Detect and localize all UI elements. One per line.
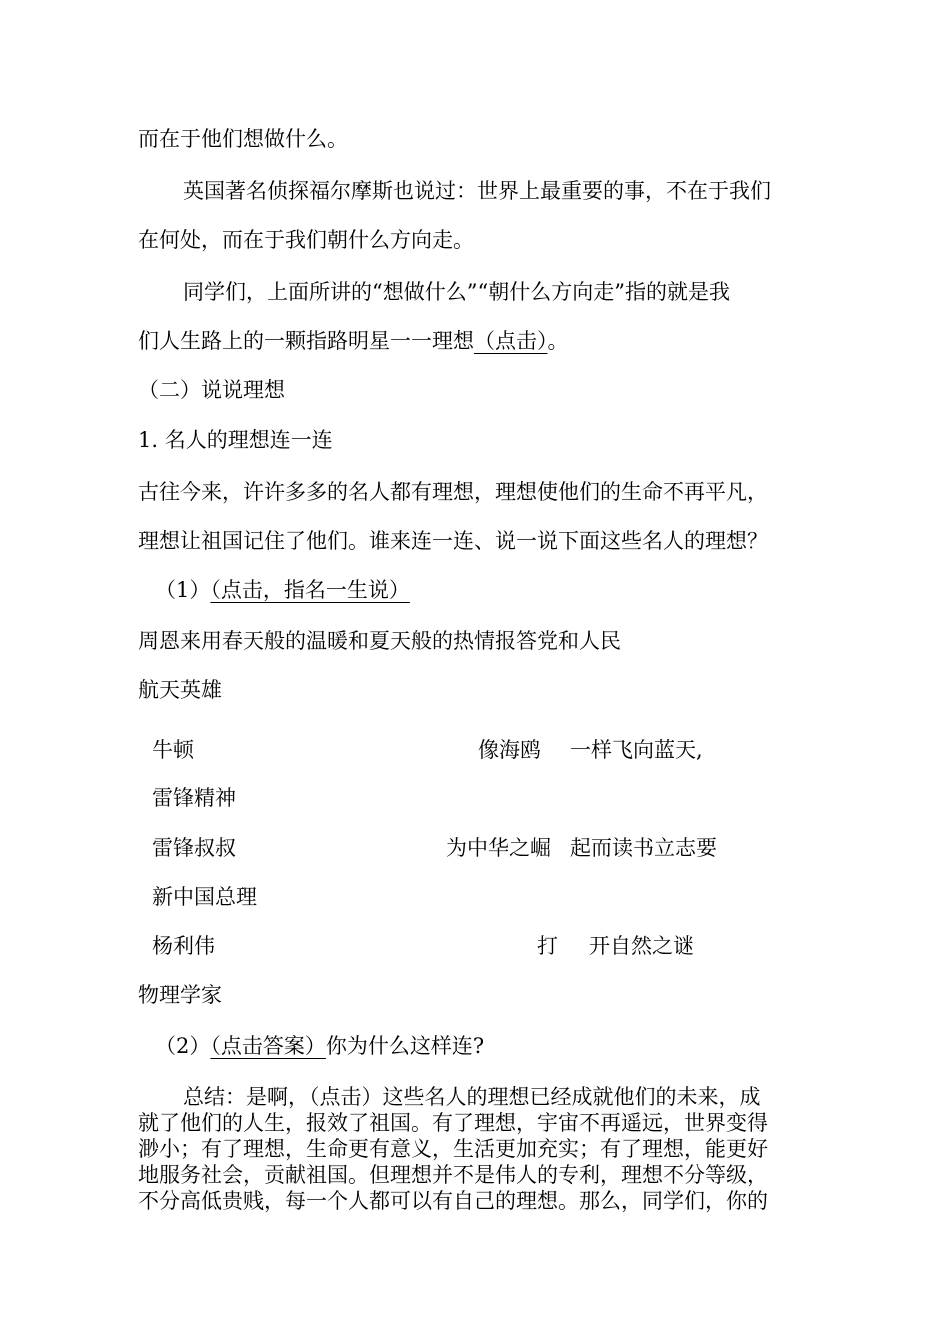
- conclusion-line: 地服务社会，贡献祖国。但理想并不是伟人的专利，理想不分等级，: [138, 1163, 768, 1187]
- step-number: （2）: [155, 1034, 211, 1058]
- paragraph-line: 英国著名侦探福尔摩斯也说过：世界上最重要的事，不在于我们: [183, 179, 771, 203]
- match-item: 雷锋叔叔: [152, 836, 236, 860]
- question-text: 你为什么这样连?: [325, 1034, 485, 1058]
- paragraph-line: 而在于他们想做什么。: [138, 127, 348, 151]
- match-item: 新中国总理: [152, 885, 257, 909]
- match-item: 雷锋精神: [152, 786, 236, 810]
- match-item: 像海鸥: [478, 738, 541, 762]
- step-line: [155, 1036, 484, 1057]
- paragraph-line: [138, 331, 569, 352]
- section-heading: （二）说说理想: [138, 378, 285, 402]
- click-note: （点击答案）: [210, 1034, 326, 1058]
- conclusion-line: 不分高低贵贱，每一个人都可以有自己的理想。那么，同学们，你的: [138, 1189, 768, 1213]
- match-item: 一样飞向蓝天,: [570, 738, 703, 762]
- sub-heading: 1. 名人的理想连一连: [138, 428, 333, 452]
- conclusion-line: 总结：是啊，（点击）这些名人的理想已经成就他们的未来，成: [183, 1085, 761, 1109]
- paragraph-line: 理想让祖国记住了他们。谁来连一连、说一说下面这些名人的理想？: [138, 529, 768, 553]
- paragraph-line: 古往今来，许许多多的名人都有理想，理想使他们的生命不再平凡，: [138, 480, 768, 504]
- match-item: 牛顿: [152, 738, 194, 762]
- match-item: 物理学家: [138, 983, 222, 1007]
- match-item: 打: [537, 934, 558, 958]
- step-number: （1）: [155, 578, 211, 602]
- paragraph-line: 在何处，而在于我们朝什么方向走。: [138, 228, 474, 252]
- text-run: 们人生路上的一颗指路明星一一理想: [138, 329, 474, 353]
- quote-line: 周恩来用春天般的温暖和夏天般的热情报答党和人民: [138, 629, 621, 653]
- conclusion-line: 就了他们的人生，报效了祖国。有了理想，宇宙不再遥远，世界变得: [138, 1111, 768, 1135]
- step-line: [155, 580, 410, 601]
- conclusion-line: 渺小；有了理想，生命更有意义，生活更加充实；有了理想，能更好: [138, 1137, 768, 1161]
- click-note: （点击）: [474, 329, 548, 353]
- text-run: 。: [547, 329, 569, 353]
- match-item: 航天英雄: [138, 678, 222, 702]
- match-item: 为中华之崛: [446, 836, 551, 860]
- match-item: 开自然之谜: [589, 934, 694, 958]
- match-item: 杨利伟: [152, 934, 215, 958]
- click-note: （点击，指名一生说）: [210, 578, 410, 602]
- match-item: 起而读书立志要: [570, 836, 717, 860]
- paragraph-line: 同学们，上面所讲的“想做什么”“朝什么方向走”指的就是我: [183, 280, 730, 304]
